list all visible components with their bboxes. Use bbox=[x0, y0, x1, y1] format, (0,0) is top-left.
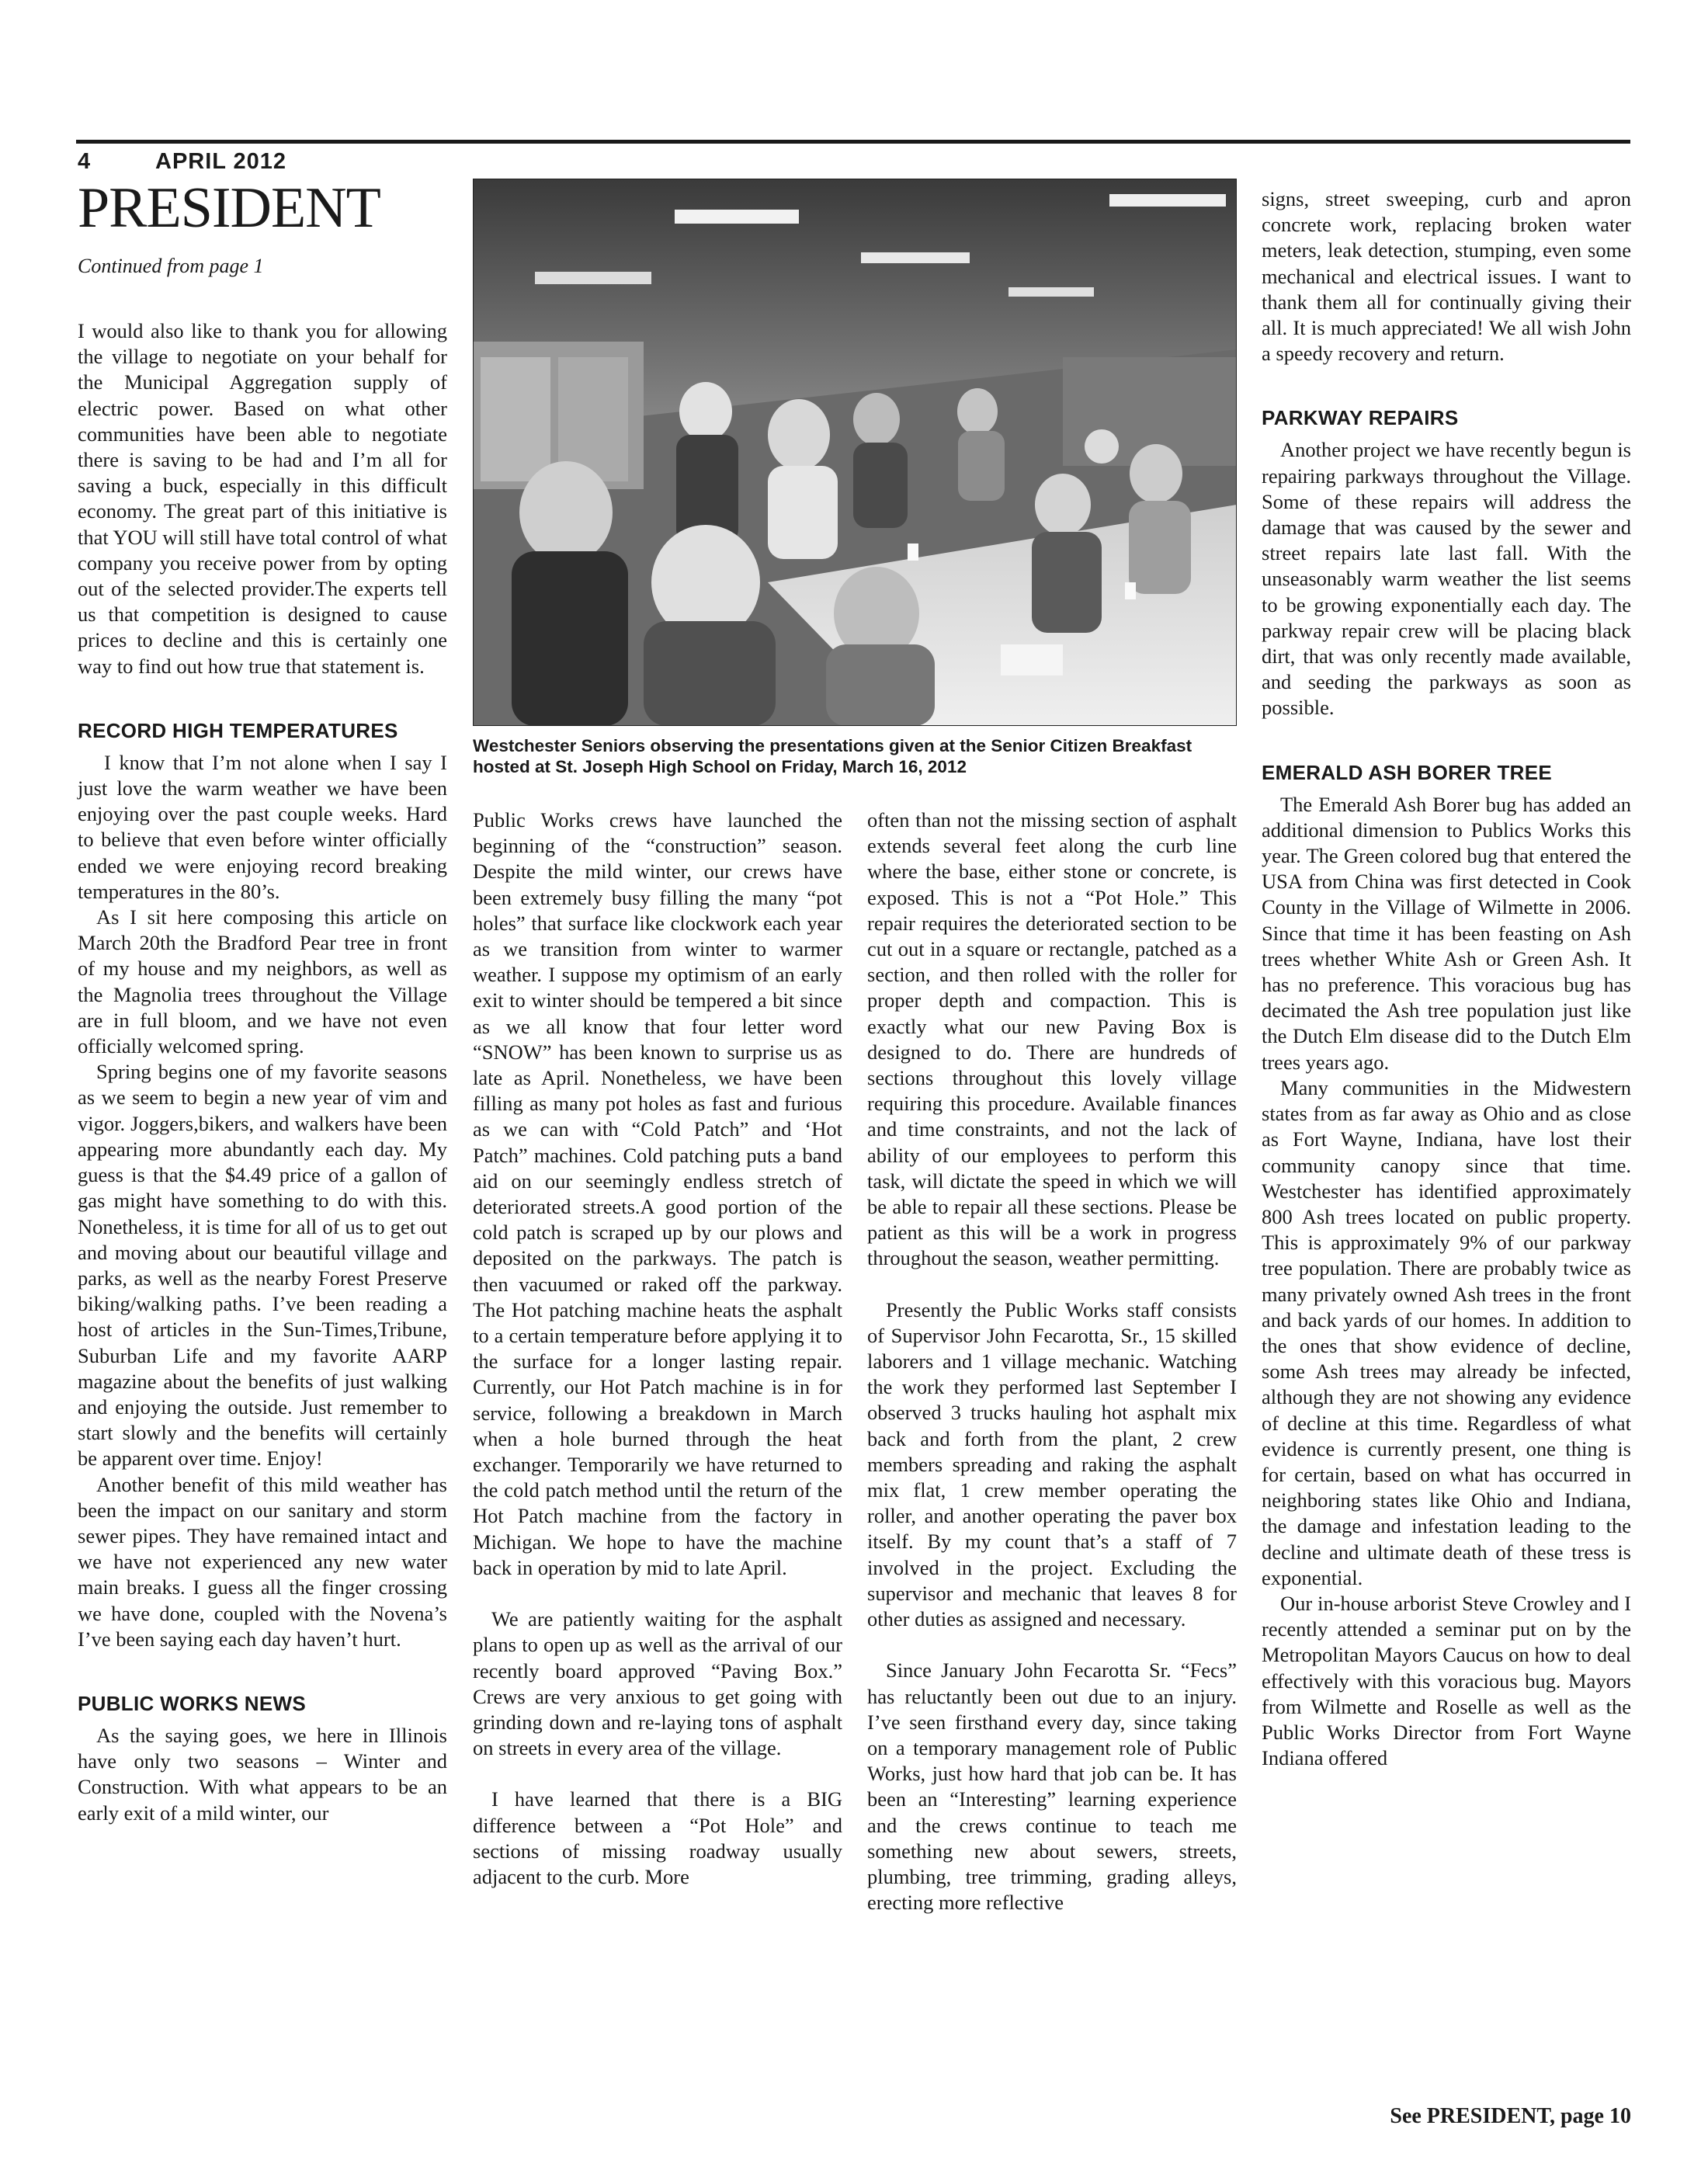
article-title: PRESIDENT bbox=[78, 176, 380, 240]
public-works-paragraph-1b: Public Works crews have launched the beginning of the “construction” season. Despite the mild winter, our crews have been extremely busy filling the many “pot holes” that surface like clockwork each year as we transition from winter to warmer weather. I suppose my optimism of an early exit to winter should be tempered a bit since as we all know that four letter word “SNOW” has been known to surprise us as late as April. Nonetheless, we have been filling as many pot holes as fast and furious as we can with “Cold Patch” and ‘Hot Patch” machines. Cold patching puts a band aid on our seemingly endless stretch of deteriorated streets.A good portion of the cold patch is scraped up by our plows and deposited on the parkways. The patch is then vacuumed or raked off the parkway. The Hot patching machine heats the asphalt to a certain temperature before applying it to the surface for a longer lasting repair. Currently, our Hot Patch machine is in for service, following a breakdown in March when a hole burned through the heat exchanger. Temporarily we have returned to the cold patch method until the return of the Hot Patch machine from the factory in Michigan. We hope to have the machine back in operation by mid to late April. bbox=[473, 808, 842, 1579]
ash-paragraph-1: The Emerald Ash Borer bug has added an additional dimension to Publics Works this year. The Green colored bug that entered the USA from China was first detected in Cook County in the Village of Wilmette in 2006. Since that time it has been feasting on Ash trees whether White Ash or Green Ash. It has no preference. This voracious bug has decimated the Ash tree population just like the Dutch Elm disease did to the Dutch Elm trees years ago. bbox=[1262, 792, 1631, 1074]
record-paragraph-4: Another benefit of this mild weather has been the impact on our sanitary and storm sewer pipes. They have remained intact and we have not experienced any new water main breaks. I guess all the finger crossing we have done, coupled with the Novena’s I’ve been saying each day haven’t hurt. bbox=[78, 1472, 447, 1651]
public-works-paragraph-4: Presently the Public Works staff consists of Supervisor John Fecarotta, Sr., 15 skilled laborers and 1 village mechanic. Watching the work they performed last September I observed 3 trucks hauling hot asphalt mix back and forth from the plant, 2 crew members spreading and raking the asphalt mix flat, 1 crew member operating the roller, and another operating the paver box itself. By my count that’s a staff of 7 involved in the project. Excluding the supervisor and mechanic that leaves 8 for other duties as assigned and necessary. bbox=[867, 1297, 1237, 1631]
senior-breakfast-photo bbox=[473, 179, 1237, 726]
record-paragraph-2: As I sit here composing this article on March 20th the Bradford Pear tree in front of my house and my neighbors, as well as the Magnolia trees throughout the Village are in full bloom, and we have not even officially welcomed spring. bbox=[78, 905, 447, 1058]
page-number: 4 bbox=[78, 149, 92, 174]
public-works-heading: PUBLIC WORKS NEWS bbox=[78, 1691, 306, 1715]
public-works-paragraph-5a: Since January John Fecarotta Sr. “Fecs” has reluctantly been out due to an injury. I’ve seen firsthand every day, since taking on a temporary management role of Public Works, just how hard that job can be. It has been an “Interesting” learning experience and the crews continue to teach me something new about sewers, streets, plumbing, tree trimming, grading alleys, erecting more reflective bbox=[867, 1658, 1237, 1915]
ash-paragraph-3: Our in-house arborist Steve Crowley and I recently attended a seminar put on by the Metropolitan Mayors Caucus on how to deal effectively with this voracious bug. Mayors from Wilmette and Roselle as well as the Public Works Director from Fort Wayne Indiana offered bbox=[1262, 1591, 1631, 1770]
record-heading: RECORD HIGH TEMPERATURES bbox=[78, 718, 398, 742]
ash-paragraph-2: Many communities in the Midwestern states from as far away as Ohio and as close as Fort Wayne, Indiana, have lost their community canopy since that time. Westchester has identified approximately 800 Ash trees located on public property. This is approximately 9% of our parkway tree population. There are probably twice as many privately owned Ash trees in the front and back yards of our homes. In addition to the ones that show evidence of decline, some Ash trees may already be infected, although they are not showing any evidence of decline at this time. Regardless of what evidence is currently present, one thing is for certain, based on what has occurred in neighboring states like Ohio and Indiana, the damage and infestation leading to the decline and ultimate death of these tress is exponential. bbox=[1262, 1075, 1631, 1589]
continued-note: Continued from page 1 bbox=[78, 255, 264, 277]
public-works-paragraph-2: We are patiently waiting for the asphalt plans to open up as well as the arrival of our recently board approved “Paving Box.” Crews are very anxious to get going with grinding down and re-laying tons of asphalt on streets in every area of the village. bbox=[473, 1607, 842, 1760]
column-2 bbox=[473, 807, 842, 1890]
public-works-paragraph-3a: I have learned that there is a BIG difference between a “Pot Hole” and sections of missing roadway usually adjacent to the curb. More bbox=[473, 1787, 842, 1888]
page-folio bbox=[78, 149, 286, 175]
intro-paragraph: I would also like to thank you for allowing the village to negotiate on your behalf for the Municipal Aggregation supply of electric power. Based on what other communities have been able to negotiate there is saving to be had and I’m all for saving a buck, especially in this difficult economy. The great part of this initiative is that YOU will still have total control of what company you receive power from by opting out of the selected provider.The experts tell us that competition is designed to cause prices to decline and this is certainly one way to find out how true that statement is. bbox=[78, 319, 447, 678]
record-paragraph-1: I know that I’m not alone when I say I just love the warm weather we have been enjoying over the past couple weeks. Hard to believe that even before winter officially ended we were enjoying record breaking temperatures in the 80’s. bbox=[78, 750, 447, 903]
public-works-paragraph-1a: As the saying goes, we here in Illinois have only two seasons – Winter and Construction. With what appears to be an early exit of a mild winter, our bbox=[78, 1723, 447, 1825]
issue-date: APRIL 2012 bbox=[155, 149, 287, 174]
parkway-heading: PARKWAY REPAIRS bbox=[1262, 406, 1459, 430]
jump-line: See PRESIDENT, page 10 bbox=[1390, 2104, 1631, 2128]
ash-borer-heading: EMERALD ASH BORER TREE bbox=[1262, 760, 1552, 784]
header-rule bbox=[76, 140, 1630, 144]
public-works-paragraph-3b: often than not the missing section of asphalt extends several feet along the curb line where the base, either stone or concrete, is exposed. This is not a “Pot Hole.” This repair requires the deteriorated section to be cut out in a square or rectangle, patched as a section, and then rolled with the roller for proper depth and compaction. This is exactly what our new Paving Box is designed to do. There are hundreds of sections throughout this lovely village requiring this procedure. Available finances and time constraints, and not the lack of ability of our employees to perform this task, will dictate the speed in which we will be able to repair all these sections. Please be patient as this will be a work in progress throughout the season, weather permitting. bbox=[867, 808, 1237, 1270]
column-4 bbox=[1262, 186, 1631, 1771]
record-paragraph-3: Spring begins one of my favorite seasons as we seem to begin a new year of vim and vigor. Joggers,bikers, and walkers have been appearing more abundantly each day. My guess is that the $4.49 price of a gallon of gas might have something to do with this. Nonetheless, it is time for all of us to get out and moving about our beautiful village and parks, as well as the nearby Forest Preserve biking/walking paths. I’ve been reading a host of articles in the Sun-Times,Tribune, Suburban Life and my favorite AARP magazine about the benefits of just walking and enjoying the outside. Just remember to start slowly and the benefits will certainly be apparent over time. Enjoy! bbox=[78, 1060, 447, 1471]
column-1 bbox=[78, 318, 447, 1826]
column-3 bbox=[867, 807, 1237, 1915]
photo-caption: Westchester Seniors observing the presentations given at the Senior Citizen Breakfast hosted at St. Joseph High School on Friday, March 16, 2012 bbox=[473, 736, 1192, 776]
parkway-paragraph-1: Another project we have recently begun is repairing parkways throughout the Village. Some of these repairs will address the damage that was caused by the sewer and street repairs late last fall. With the unseasonably warm weather the list seems to be growing exponentially each day. The parkway repair crew will be placing black dirt, that was only recently made available, and seeding the parkways as soon as possible. bbox=[1262, 438, 1631, 720]
public-works-paragraph-5b: signs, street sweeping, curb and apron concrete work, replacing broken water meters, leak detection, stumping, even some mechanical and electrical issues. I want to thank them all for continually giving their all. It is much appreciated! We all wish John a speedy recovery and return. bbox=[1262, 187, 1631, 366]
